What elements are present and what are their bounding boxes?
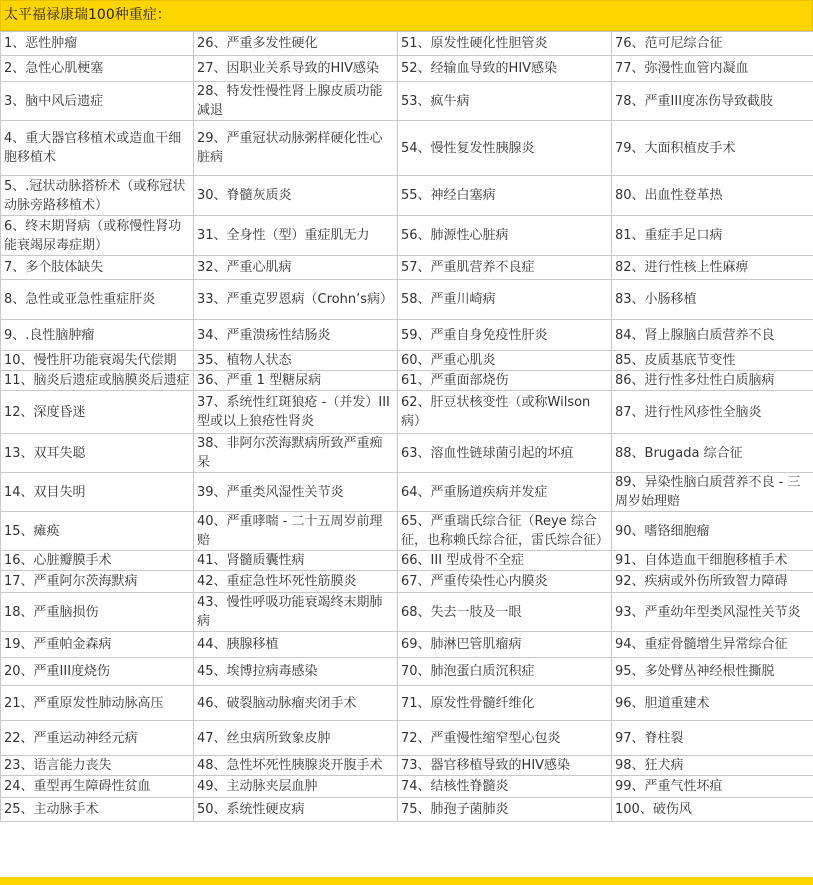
table-cell: 70、肺泡蛋白质沉积症 (398, 658, 612, 686)
table-cell: 99、严重气性坏疽 (612, 776, 813, 798)
table-cell: 24、重型再生障碍性贫血 (1, 776, 194, 798)
table-row (1, 351, 813, 371)
table-row (1, 256, 813, 280)
table-cell: 6、终末期肾病（或称慢性肾功能衰竭尿毒症期） (1, 216, 194, 256)
table-cell: 13、双耳失聪 (1, 434, 194, 473)
table-cell: 16、心脏瓣膜手术 (1, 551, 194, 571)
table-cell: 10、慢性肝功能衰竭失代偿期 (1, 351, 194, 371)
table-cell: 98、狂犬病 (612, 756, 813, 776)
table-cell: 59、严重自身免疫性肝炎 (398, 320, 612, 351)
table-cell: 56、肺源性心脏病 (398, 216, 612, 256)
table-cell: 19、严重帕金森病 (1, 632, 194, 658)
table-row (1, 434, 813, 473)
table-row (1, 512, 813, 551)
table-cell: 53、疯牛病 (398, 82, 612, 121)
table-cell: 33、严重克罗恩病（Crohn’s病） (194, 280, 398, 320)
table-cell: 8、急性或亚急性重症肝炎 (1, 280, 194, 320)
table-cell: 77、弥漫性血管内凝血 (612, 56, 813, 82)
table-cell: 94、重症骨髓增生异常综合征 (612, 632, 813, 658)
table-cell: 17、严重阿尔茨海默病 (1, 571, 194, 593)
table-cell: 18、严重脑损伤 (1, 593, 194, 632)
table-cell: 62、肝豆状核变性（或称Wilson病） (398, 391, 612, 434)
table-cell: 21、严重原发性肺动脉高压 (1, 686, 194, 721)
table-row (1, 571, 813, 593)
table-row (1, 371, 813, 391)
table-cell: 57、严重肌营养不良症 (398, 256, 612, 280)
table-cell: 96、胆道重建术 (612, 686, 813, 721)
table-cell: 42、重症急性坏死性筋膜炎 (194, 571, 398, 593)
table-cell: 63、溶血性链球菌引起的坏疽 (398, 434, 612, 473)
table-cell: 37、系统性红斑狼疮 -（并发）III型或以上狼疮性肾炎 (194, 391, 398, 434)
table-cell: 84、肾上腺脑白质营养不良 (612, 320, 813, 351)
table-cell: 29、严重冠状动脉粥样硬化性心脏病 (194, 121, 398, 176)
table-row (1, 121, 813, 176)
table-cell: 35、植物人状态 (194, 351, 398, 371)
table-cell: 5、.冠状动脉搭桥术（或称冠状动脉旁路移植术） (1, 176, 194, 216)
table-cell: 68、失去一肢及一眼 (398, 593, 612, 632)
table-cell: 32、严重心肌病 (194, 256, 398, 280)
table-cell: 43、慢性呼吸功能衰竭终末期肺病 (194, 593, 398, 632)
table-cell: 46、破裂脑动脉瘤夹闭手术 (194, 686, 398, 721)
table-row (1, 776, 813, 798)
table-cell: 28、特发性慢性肾上腺皮质功能减退 (194, 82, 398, 121)
table-cell: 83、小肠移植 (612, 280, 813, 320)
table-cell: 79、大面积植皮手术 (612, 121, 813, 176)
table-cell: 92、疾病或外伤所致智力障碍 (612, 571, 813, 593)
table-cell: 89、异染性脑白质营养不良 - 三周岁始理赔 (612, 473, 813, 512)
table-cell: 72、严重慢性缩窄型心包炎 (398, 721, 612, 756)
table-cell: 14、双目失明 (1, 473, 194, 512)
table-cell: 9、.良性脑肿瘤 (1, 320, 194, 351)
table-cell: 22、严重运动神经元病 (1, 721, 194, 756)
table-cell: 40、严重哮喘 - 二十五周岁前理赔 (194, 512, 398, 551)
table-cell: 90、嗜铬细胞瘤 (612, 512, 813, 551)
table-cell: 67、严重传染性心内膜炎 (398, 571, 612, 593)
table-cell: 30、脊髓灰质炎 (194, 176, 398, 216)
table-cell: 38、非阿尔茨海默病所致严重痴呆 (194, 434, 398, 473)
table-cell: 49、主动脉夹层血肿 (194, 776, 398, 798)
table-cell: 39、严重类风湿性关节炎 (194, 473, 398, 512)
table-cell: 86、进行性多灶性白质脑病 (612, 371, 813, 391)
table-cell: 12、深度昏迷 (1, 391, 194, 434)
table-cell: 81、重症手足口病 (612, 216, 813, 256)
table-cell: 78、严重III度冻伤导致截肢 (612, 82, 813, 121)
table-cell: 26、严重多发性硬化 (194, 32, 398, 56)
table-row (1, 721, 813, 756)
table-row (1, 82, 813, 121)
table-cell: 88、Brugada 综合征 (612, 434, 813, 473)
table-cell: 82、进行性核上性麻痹 (612, 256, 813, 280)
table-cell: 34、严重溃疡性结肠炎 (194, 320, 398, 351)
table-cell: 55、神经白塞病 (398, 176, 612, 216)
table-cell: 23、语言能力丧失 (1, 756, 194, 776)
table-cell: 2、急性心肌梗塞 (1, 56, 194, 82)
table-cell: 3、脑中风后遗症 (1, 82, 194, 121)
table-row (1, 473, 813, 512)
table-cell: 20、严重III度烧伤 (1, 658, 194, 686)
table-cell: 73、器官移植导致的HIV感染 (398, 756, 612, 776)
table-cell: 1、恶性肿瘤 (1, 32, 194, 56)
table-row (1, 56, 813, 82)
table-cell: 52、经输血导致的HIV感染 (398, 56, 612, 82)
table-row (1, 658, 813, 686)
table-cell: 45、埃博拉病毒感染 (194, 658, 398, 686)
table-cell: 31、全身性（型）重症肌无力 (194, 216, 398, 256)
disease-table (0, 31, 813, 822)
table-row (1, 551, 813, 571)
table-row (1, 798, 813, 822)
table-cell: 48、急性坏死性胰腺炎开腹手术 (194, 756, 398, 776)
table-cell: 93、严重幼年型类风湿性关节炎 (612, 593, 813, 632)
table-cell: 74、结核性脊髓炎 (398, 776, 612, 798)
table-cell: 75、肺孢子菌肺炎 (398, 798, 612, 822)
page-title: 太平福禄康瑞100种重症： (0, 0, 813, 31)
table-cell: 69、肺淋巴管肌瘤病 (398, 632, 612, 658)
table-row (1, 320, 813, 351)
bottom-bar (0, 877, 813, 885)
table-cell: 87、进行性风疹性全脑炎 (612, 391, 813, 434)
table-row (1, 216, 813, 256)
table-row (1, 756, 813, 776)
table-cell: 44、胰腺移植 (194, 632, 398, 658)
table-cell: 50、系统性硬皮病 (194, 798, 398, 822)
table-cell: 66、III 型成骨不全症 (398, 551, 612, 571)
table-cell: 25、主动脉手术 (1, 798, 194, 822)
table-cell: 80、出血性登革热 (612, 176, 813, 216)
table-cell: 71、原发性骨髓纤维化 (398, 686, 612, 721)
table-cell: 27、因职业关系导致的HIV感染 (194, 56, 398, 82)
table-cell: 91、自体造血干细胞移植手术 (612, 551, 813, 571)
table-cell: 61、严重面部烧伤 (398, 371, 612, 391)
table-cell: 47、丝虫病所致象皮肿 (194, 721, 398, 756)
table-row (1, 593, 813, 632)
table-cell: 36、严重 1 型糖尿病 (194, 371, 398, 391)
table-cell: 54、慢性复发性胰腺炎 (398, 121, 612, 176)
table-cell: 65、严重瑞氏综合征（Reye 综合征，也称赖氏综合征，雷氏综合征） (398, 512, 612, 551)
table-row (1, 632, 813, 658)
table-cell: 15、瘫痪 (1, 512, 194, 551)
table-cell: 100、破伤风 (612, 798, 813, 822)
table-cell: 4、重大器官移植术或造血干细胞移植术 (1, 121, 194, 176)
table-cell: 58、严重川崎病 (398, 280, 612, 320)
table-cell: 85、皮质基底节变性 (612, 351, 813, 371)
table-row (1, 32, 813, 56)
table-cell: 51、原发性硬化性胆管炎 (398, 32, 612, 56)
table-cell: 64、严重肠道疾病并发症 (398, 473, 612, 512)
table-row (1, 280, 813, 320)
table-cell: 76、范可尼综合征 (612, 32, 813, 56)
table-row (1, 391, 813, 434)
table-cell: 97、脊柱裂 (612, 721, 813, 756)
table-cell: 95、多处臂丛神经根性撕脱 (612, 658, 813, 686)
table-cell: 7、多个肢体缺失 (1, 256, 194, 280)
table-row (1, 176, 813, 216)
table-row (1, 686, 813, 721)
table-cell: 60、严重心肌炎 (398, 351, 612, 371)
table-cell: 11、脑炎后遗症或脑膜炎后遗症 (1, 371, 194, 391)
table-cell: 41、肾髓质囊性病 (194, 551, 398, 571)
